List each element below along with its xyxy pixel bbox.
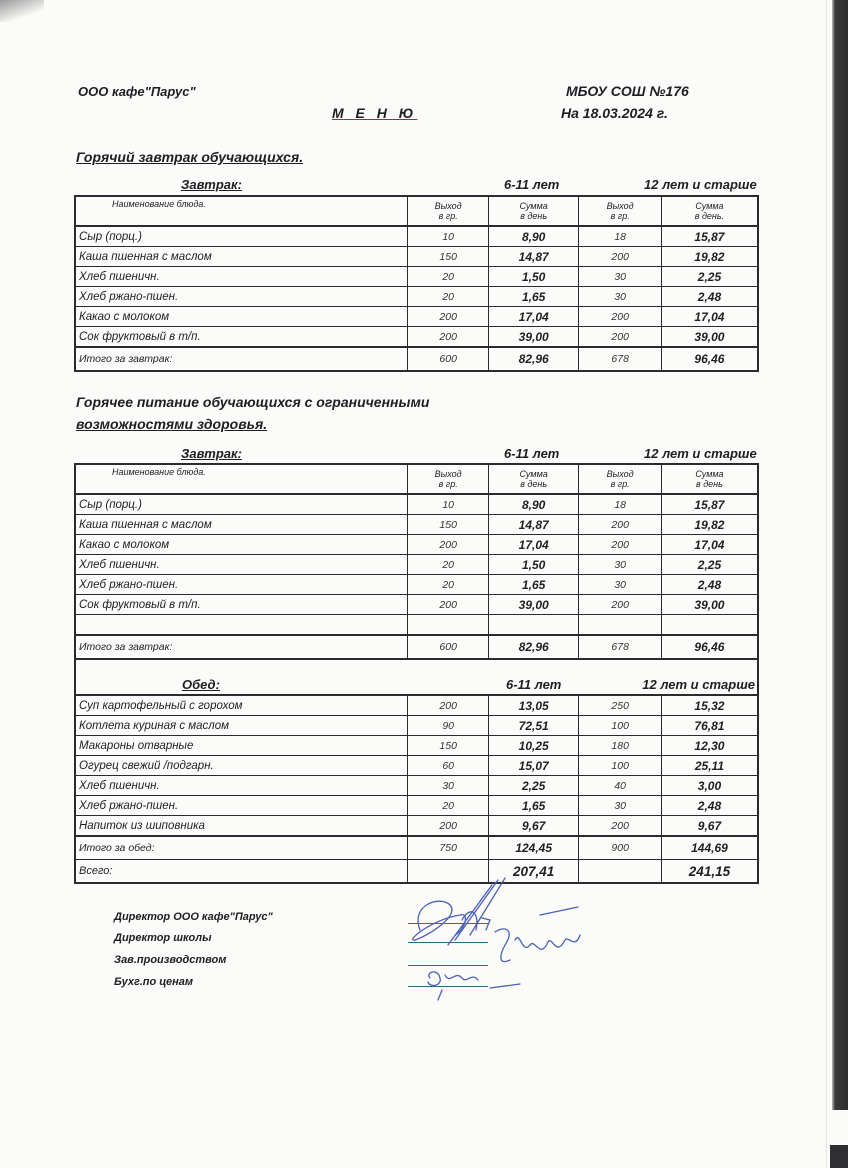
column-header-name: Наименование блюда.: [75, 196, 408, 226]
dish-name: Хлеб ржано-пшен.: [75, 287, 408, 307]
total-label: Итого за завтрак:: [75, 347, 408, 371]
table-row: [75, 555, 758, 575]
signature-label-production-head: Зав.производством: [114, 954, 227, 966]
dish-name: Сок фруктовый в т/п.: [75, 595, 408, 615]
yield-young: 20: [408, 575, 488, 595]
yield-old: 200: [579, 816, 661, 837]
total-sum-young: 82,96: [488, 635, 579, 659]
signature-line: [408, 986, 488, 987]
table-total-row: [75, 347, 758, 371]
yield-old: 100: [579, 716, 661, 736]
yield-old: 30: [579, 555, 661, 575]
header-text: в гр.: [610, 479, 630, 489]
dish-name: Хлеб ржано-пшен.: [75, 575, 408, 595]
company-name: ООО кафе"Парус": [78, 84, 196, 99]
sum-young: 1,65: [488, 575, 579, 595]
table-row: [75, 796, 758, 816]
total-sum-young: 124,45: [488, 836, 579, 860]
total-sum-old: 144,69: [661, 836, 758, 860]
yield-young: 150: [408, 736, 488, 756]
sum-old: 3,00: [661, 776, 758, 796]
yield-young: 10: [408, 226, 488, 247]
yield-old: 200: [579, 307, 661, 327]
table-row: [75, 756, 758, 776]
sum-young: 1,65: [488, 796, 579, 816]
table-row: [75, 595, 758, 615]
total-yield-old: 678: [579, 347, 661, 371]
dish-name: Хлеб пшеничн.: [75, 267, 408, 287]
grand-total-label: Всего:: [75, 860, 408, 884]
yield-young: 20: [408, 287, 488, 307]
sum-young: 14,87: [488, 247, 579, 267]
dish-name: Хлеб пшеничн.: [75, 555, 408, 575]
yield-young: 20: [408, 555, 488, 575]
column-header-yield-young: [408, 196, 488, 226]
section2-age-young: 6-11 лет: [504, 446, 560, 461]
menu-date: На 18.03.2024 г.: [561, 105, 668, 121]
header-text: в гр.: [438, 211, 458, 221]
section1-meal-label: Завтрак:: [181, 177, 242, 192]
sum-young: 39,00: [488, 595, 579, 615]
yield-young: 90: [408, 716, 488, 736]
sum-young: 1,65: [488, 287, 579, 307]
yield-old: 200: [579, 247, 661, 267]
sum-old: 2,25: [661, 267, 758, 287]
dish-name: Сыр (порц.): [75, 226, 408, 247]
yield-young: 20: [408, 267, 488, 287]
dish-name: Напиток из шиповника: [75, 816, 408, 837]
dish-name: Огурец свежий /подгарн.: [75, 756, 408, 776]
empty-row: [75, 615, 758, 636]
total-sum-old: 96,46: [661, 635, 758, 659]
sum-old: 15,87: [661, 226, 758, 247]
table-row: [75, 515, 758, 535]
empty-cell: [579, 615, 661, 636]
yield-old: 200: [579, 595, 661, 615]
yield-old: 180: [579, 736, 661, 756]
table-row: [75, 494, 758, 515]
sum-old: 2,48: [661, 796, 758, 816]
header-text: в день: [520, 479, 548, 489]
lunch-header-cell: [75, 659, 758, 695]
sum-young: 2,25: [488, 776, 579, 796]
sum-old: 12,30: [661, 736, 758, 756]
yield-young: 20: [408, 796, 488, 816]
sum-young: 17,04: [488, 535, 579, 555]
empty-cell: [408, 615, 488, 636]
section2-age-old: 12 лет и старше: [644, 446, 757, 461]
table-row: [75, 535, 758, 555]
header-text: Сумма: [695, 469, 724, 479]
yield-young: 200: [408, 695, 488, 716]
sum-young: 8,90: [488, 226, 579, 247]
total-label: Итого за завтрак:: [75, 635, 408, 659]
sum-young: 39,00: [488, 327, 579, 348]
total-yield-old: 678: [579, 635, 661, 659]
sum-young: 15,07: [488, 756, 579, 776]
dish-name: Котлета куриная с маслом: [75, 716, 408, 736]
dish-name: Хлеб ржано-пшен.: [75, 796, 408, 816]
sum-old: 2,48: [661, 575, 758, 595]
dish-name: Каша пшенная с маслом: [75, 515, 408, 535]
lunch-age-old: 12 лет и старше: [642, 677, 755, 692]
yield-young: 200: [408, 307, 488, 327]
scan-edge-strip-bottom: [830, 1145, 848, 1168]
table-row: [75, 816, 758, 837]
column-header-sum-young: [488, 196, 579, 226]
yield-old: 30: [579, 267, 661, 287]
dish-name: Макароны отварные: [75, 736, 408, 756]
yield-old: 200: [579, 535, 661, 555]
signature-label-school-director: Директор школы: [114, 932, 212, 944]
yield-old: 100: [579, 756, 661, 776]
section2-title-line2: возможностями здоровья.: [76, 416, 268, 432]
yield-young: 60: [408, 756, 488, 776]
yield-young: 10: [408, 494, 488, 515]
yield-old: 200: [579, 327, 661, 348]
table-row: [75, 226, 758, 247]
yield-old: 30: [579, 575, 661, 595]
sum-old: 25,11: [661, 756, 758, 776]
section1-age-old: 12 лет и старше: [644, 177, 757, 192]
grand-total-old: 241,15: [661, 860, 758, 884]
sum-old: 17,04: [661, 307, 758, 327]
lunch-header-row: [75, 659, 758, 695]
special-needs-table: [74, 463, 759, 884]
sum-young: 1,50: [488, 267, 579, 287]
sum-young: 1,50: [488, 555, 579, 575]
sum-young: 17,04: [488, 307, 579, 327]
sum-old: 19,82: [661, 247, 758, 267]
sum-old: 39,00: [661, 595, 758, 615]
dish-name: Суп картофельный с горохом: [75, 695, 408, 716]
table-header-row: [75, 196, 758, 226]
yield-young: 150: [408, 515, 488, 535]
header-text: в день: [696, 479, 723, 489]
header-text: Выход: [606, 201, 634, 211]
header-text: Сумма: [695, 201, 724, 211]
lunch-total-row: [75, 836, 758, 860]
sum-old: 15,87: [661, 494, 758, 515]
sum-young: 13,05: [488, 695, 579, 716]
total-label: Итого за обед:: [75, 836, 408, 860]
table-header-row: [75, 464, 758, 494]
column-header-yield-young: [408, 464, 488, 494]
total-sum-young: 82,96: [488, 347, 579, 371]
dish-name: Сыр (порц.): [75, 494, 408, 515]
yield-old: 40: [579, 776, 661, 796]
sum-old: 17,04: [661, 535, 758, 555]
yield-young: 150: [408, 247, 488, 267]
empty-cell: [579, 860, 661, 884]
dish-name: Каша пшенная с маслом: [75, 247, 408, 267]
sum-old: 15,32: [661, 695, 758, 716]
empty-cell: [408, 860, 488, 884]
scan-edge-strip: [832, 0, 848, 1110]
yield-young: 200: [408, 816, 488, 837]
column-header-sum-young: [488, 464, 579, 494]
sum-young: 8,90: [488, 494, 579, 515]
school-name: МБОУ СОШ №176: [566, 83, 689, 99]
total-yield-young: 600: [408, 635, 488, 659]
total-yield-young: 750: [408, 836, 488, 860]
sum-young: 72,51: [488, 716, 579, 736]
yield-old: 18: [579, 494, 661, 515]
table-row: [75, 307, 758, 327]
document-title: М Е Н Ю: [332, 105, 418, 121]
scan-corner-artifact: [0, 0, 44, 22]
section2-title-line1: Горячее питание обучающихся с ограниченными: [76, 394, 430, 410]
yield-young: 200: [408, 327, 488, 348]
grand-total-young: 207,41: [488, 860, 579, 884]
signature-line: [408, 923, 488, 924]
total-yield-old: 900: [579, 836, 661, 860]
header-text: Сумма: [519, 469, 548, 479]
yield-old: 250: [579, 695, 661, 716]
sum-old: 76,81: [661, 716, 758, 736]
total-yield-young: 600: [408, 347, 488, 371]
total-sum-old: 96,46: [661, 347, 758, 371]
sum-old: 2,48: [661, 287, 758, 307]
header-text: в день: [520, 211, 548, 221]
sum-old: 9,67: [661, 816, 758, 837]
yield-young: 200: [408, 595, 488, 615]
empty-cell: [488, 615, 579, 636]
header-text: Выход: [606, 469, 634, 479]
yield-old: 30: [579, 796, 661, 816]
table-row: [75, 267, 758, 287]
header-text: Сумма: [519, 201, 548, 211]
table-total-row: [75, 635, 758, 659]
sum-young: 10,25: [488, 736, 579, 756]
table-row: [75, 736, 758, 756]
table-row: [75, 695, 758, 716]
grand-total-row: [75, 860, 758, 884]
dish-name: Хлеб пшеничн.: [75, 776, 408, 796]
header-text: Выход: [434, 201, 462, 211]
column-header-yield-old: [579, 464, 661, 494]
signature-line: [408, 942, 488, 943]
sum-old: 2,25: [661, 555, 758, 575]
column-header-sum-old: [661, 464, 758, 494]
sum-young: 14,87: [488, 515, 579, 535]
lunch-age-young: 6-11 лет: [506, 677, 562, 692]
section1-title: Горячий завтрак обучающихся.: [76, 149, 304, 165]
column-header-sum-old: [661, 196, 758, 226]
signature-label-cafe-director: Директор ООО кафе"Парус": [114, 911, 273, 923]
column-header-name: Наименование блюда.: [75, 464, 408, 494]
header-text: в гр.: [438, 479, 458, 489]
yield-young: 200: [408, 535, 488, 555]
dish-name: Какао с молоком: [75, 307, 408, 327]
table-row: [75, 776, 758, 796]
sum-young: 9,67: [488, 816, 579, 837]
signature-line: [408, 965, 488, 966]
header-text: в гр.: [610, 211, 630, 221]
empty-cell: [75, 615, 408, 636]
table-row: [75, 327, 758, 348]
section2-meal-label: Завтрак:: [181, 446, 242, 461]
yield-old: 30: [579, 287, 661, 307]
breakfast-table: [74, 195, 759, 372]
yield-young: 30: [408, 776, 488, 796]
table-row: [75, 716, 758, 736]
header-text: Выход: [434, 469, 462, 479]
table-row: [75, 287, 758, 307]
empty-cell: [661, 615, 758, 636]
signature-label-accountant: Бухг.по ценам: [114, 976, 193, 988]
header-text: в день.: [694, 211, 725, 221]
scan-edge-line: [826, 0, 827, 1168]
sum-old: 39,00: [661, 327, 758, 348]
dish-name: Сок фруктовый в т/п.: [75, 327, 408, 348]
yield-old: 18: [579, 226, 661, 247]
dish-name: Какао с молоком: [75, 535, 408, 555]
sum-old: 19,82: [661, 515, 758, 535]
yield-old: 200: [579, 515, 661, 535]
column-header-yield-old: [579, 196, 661, 226]
table-row: [75, 247, 758, 267]
lunch-meal-label: Обед:: [182, 677, 220, 692]
section1-age-young: 6-11 лет: [504, 177, 560, 192]
table-row: [75, 575, 758, 595]
